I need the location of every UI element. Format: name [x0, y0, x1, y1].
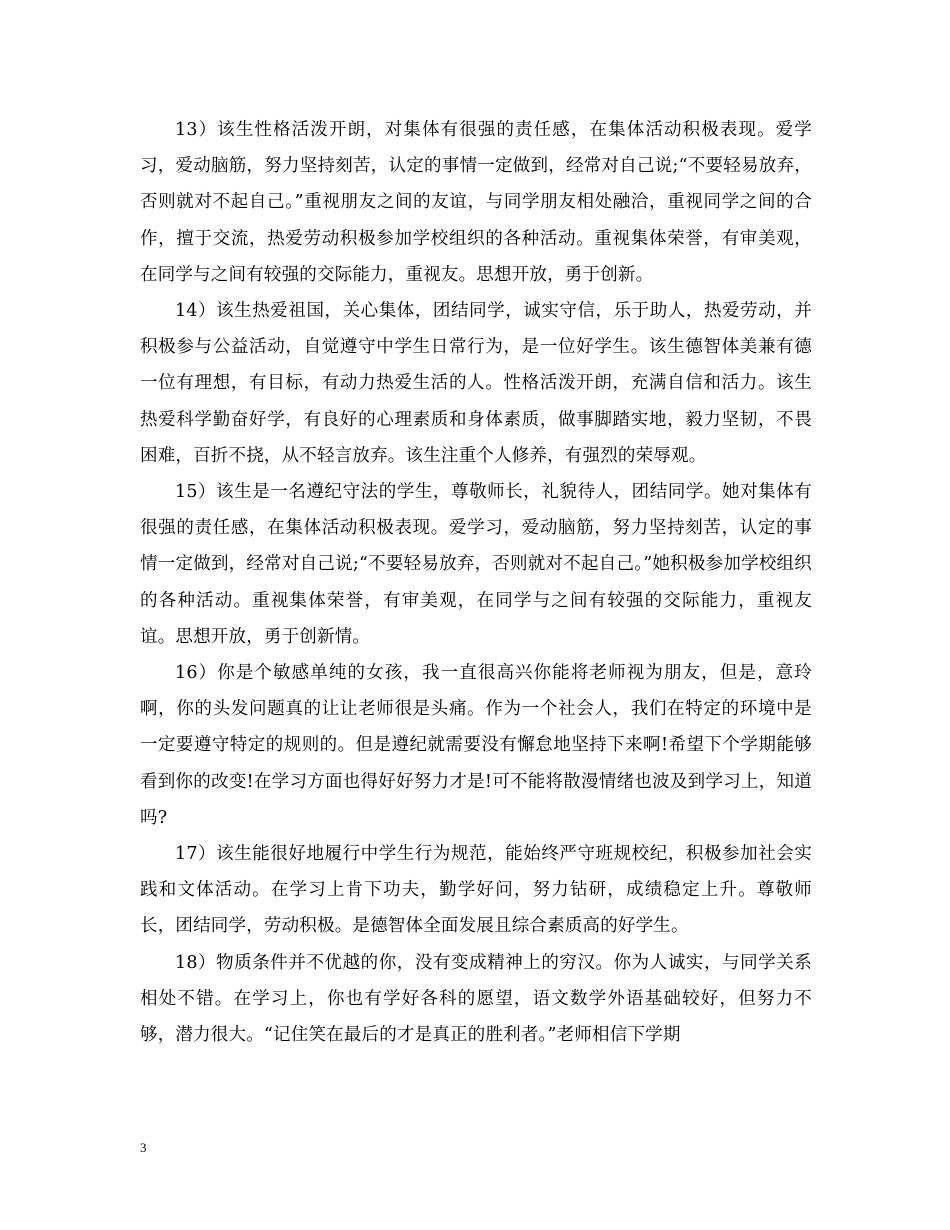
paragraph-17: 17）该生能很好地履行中学生行为规范，能始终严守班规校纪，积极参加社会实践和文体活动。在学习上肯下功夫，勤学好问，努力钻研，成绩稳定上升。尊敬师长，团结同学，劳动积极。是德智体全面发展且综合素质高的好学生。: [140, 844, 812, 937]
document-body: [140, 112, 812, 1053]
paragraph-18: 18）物质条件并不优越的你，没有变成精神上的穷汉。你为人诚实，与同学关系相处不错。在学习上，你也有学好各科的愿望，语文数学外语基础较好，但努力不够，潜力很大。“记住笑在最后的才是真正的胜利者。”老师相信下学期: [140, 952, 812, 1046]
paragraph-14: 14）该生热爱祖国，关心集体，团结同学，诚实守信，乐于助人，热爱劳动，并积极参与公益活动，自觉遵守中学生日常行为，是一位好学生。该生德智体美兼有德一位有理想，有目标，有动力热爱生活的人。性格活泼开朗，充满自信和活力。该生热爱科学勤奋好学，有良好的心理素质和身体素质，做事脚踏实地，毅力坚韧，不畏困难，百折不挠，从不轻言放弃。该生注重个人修养，有强烈的荣辱观。: [140, 301, 812, 466]
paragraph-16: 16）你是个敏感单纯的女孩，我一直很高兴你能将老师视为朋友，但是，意玲啊，你的头发问题真的让让老师很是头痛。作为一个社会人，我们在特定的环境中是一定要遵守特定的规则的。但是遵纪就需要没有懈怠地坚持下来啊!希望下个学期能够看到你的改变!在学习方面也得好好努力才是!可不能将散漫情绪也波及到学习上，知道吗?: [140, 663, 812, 828]
paragraph-15: 15）该生是一名遵纪守法的学生，尊敬师长，礼貌待人，团结同学。她对集体有很强的责任感，在集体活动积极表现。爱学习，爱动脑筋，努力坚持刻苦，认定的事情一定做到，经常对自己说;“不要轻易放弃，否则就对不起自己。”她积极参加学校组织的各种活动。重视集体荣誉，有审美观，在同学与之间有较强的交际能力，重视友谊。思想开放，勇于创新情。: [140, 482, 812, 647]
page-number: 3: [140, 1140, 147, 1155]
paragraph-13: 13）该生性格活泼开朗，对集体有很强的责任感，在集体活动积极表现。爱学习，爱动脑筋，努力坚持刻苦，认定的事情一定做到，经常对自己说;“不要轻易放弃，否则就对不起自己。”重视朋友之间的友谊，与同学朋友相处融洽，重视同学之间的合作，擅于交流，热爱劳动积极参加学校组织的各种活动。重视集体荣誉，有审美观，在同学与之间有较强的交际能力，重视友。思想开放，勇于创新。: [140, 120, 812, 285]
